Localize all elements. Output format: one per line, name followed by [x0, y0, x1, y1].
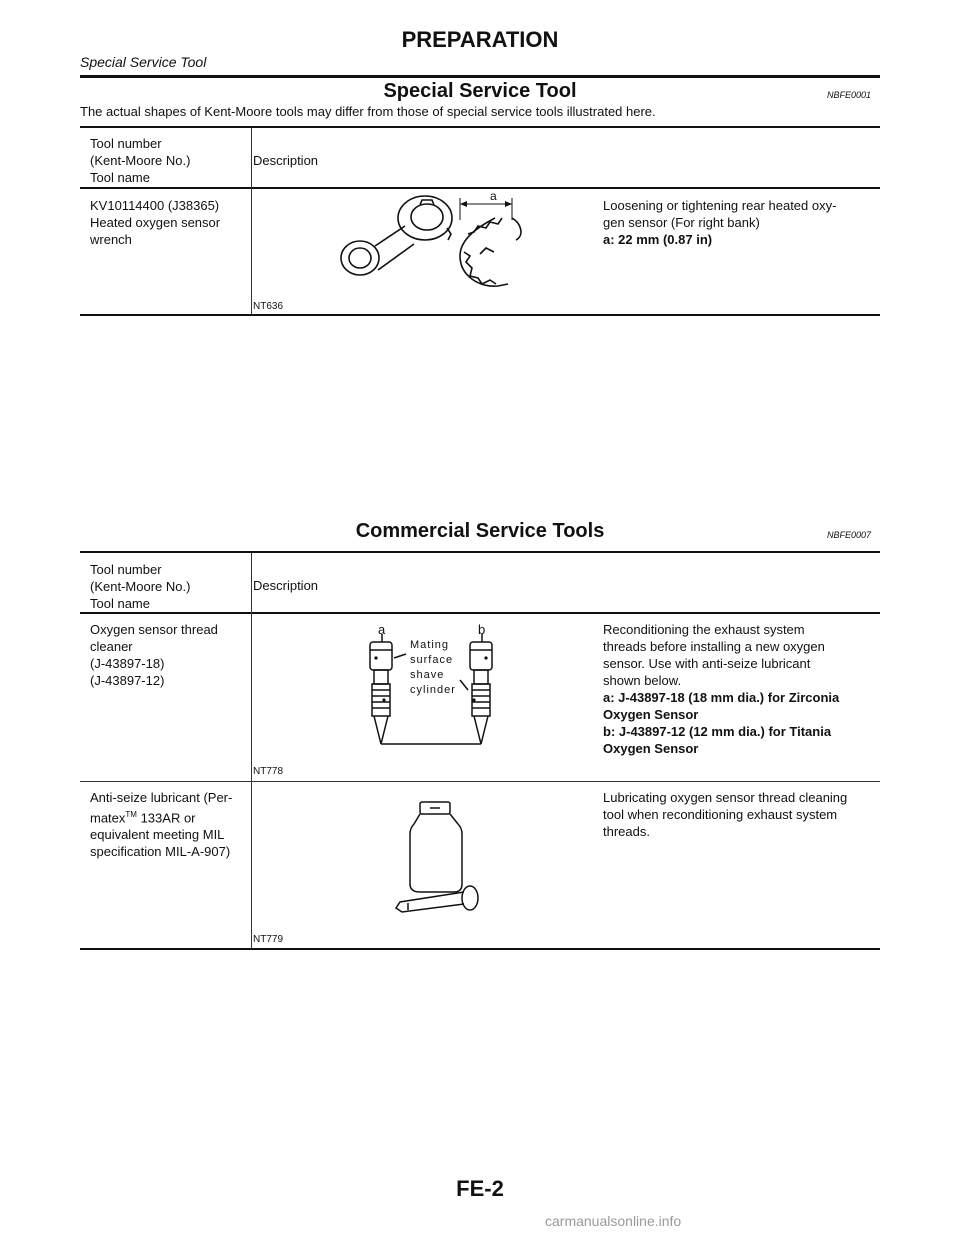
page-header-subtitle: Special Service Tool: [80, 54, 207, 70]
commercial-table-header-rule: [80, 612, 880, 614]
special-row-tool-name: KV10114400 (J38365) Heated oxygen sensor wrench: [90, 198, 221, 247]
cleaner-callout-line4: cylinder: [410, 684, 456, 696]
commercial-tools-section-code: NBFE0007: [827, 530, 872, 540]
wrench-dimension-label: a: [490, 189, 497, 203]
special-table-header-desc: Description: [253, 153, 319, 168]
commercial-table-header-desc: Description: [253, 578, 319, 593]
commercial-tools-section-title: Commercial Service Tools: [355, 520, 605, 542]
header-divider: [80, 75, 880, 78]
anti-seize-lubricant-illustration: [390, 800, 500, 920]
cleaner-label-a: a: [378, 622, 386, 637]
special-table-top-rule: [80, 126, 880, 128]
special-tool-note: The actual shapes of Kent-Moore tools may differ from those of special service tools illustrated here.: [80, 104, 656, 119]
commercial-row2-tool-name: Anti-seize lubricant (Per- matex™ 133AR or equivalent meeting MIL specification MIL-A-907): [90, 790, 233, 860]
commercial-row2-figure-code: NT779: [253, 934, 284, 945]
cleaner-label-b: b: [478, 622, 486, 637]
special-tool-section-title: Special Service Tool: [383, 80, 577, 102]
oxygen-sensor-wrench-illustration: [330, 188, 530, 293]
site-watermark: carmanualsonline.info: [545, 1213, 682, 1229]
special-row-figure-code: NT636: [253, 301, 284, 312]
special-table-header-tool: Tool number (Kent-Moore No.) Tool name: [90, 136, 191, 185]
special-row-description: Loosening or tightening rear heated oxy- gen sensor (For right bank) a: 22 mm (0.87 in): [603, 198, 837, 247]
special-tool-section-code: NBFE0001: [827, 90, 872, 100]
page-header-title: PREPARATION: [401, 27, 559, 52]
commercial-table-bottom-rule: [80, 948, 880, 950]
commercial-row2-description: Lubricating oxygen sensor thread cleaning tool when reconditioning exhaust system threads.: [603, 790, 848, 839]
commercial-row1-figure-code: NT778: [253, 766, 284, 777]
thread-cleaner-illustration: [360, 620, 520, 750]
cleaner-callout-line3: shave: [410, 669, 445, 681]
commercial-table-top-rule: [80, 551, 880, 553]
special-table-bottom-rule: [80, 314, 880, 316]
commercial-table-column-divider: [251, 553, 252, 949]
commercial-row1-tool-name: Oxygen sensor thread cleaner (J-43897-18) (J-43897-12): [90, 622, 218, 688]
commercial-row-divider: [80, 781, 880, 782]
page-number-code: FE-2: [456, 1176, 504, 1201]
cleaner-callout-line1: Mating: [410, 639, 450, 651]
commercial-row1-description: Reconditioning the exhaust system threads before installing a new oxygen sensor. Use with anti-seize lubricant shown below. a: J-43897-18 (18 mm dia.) for Zirconia Oxygen Sensor b: J-43897-12 (12 mm dia.) for Titania Oxygen Sensor: [603, 622, 840, 756]
cleaner-callout-line2: surface: [410, 654, 454, 666]
special-table-column-divider: [251, 128, 252, 315]
commercial-table-header-tool: Tool number (Kent-Moore No.) Tool name: [90, 562, 191, 611]
